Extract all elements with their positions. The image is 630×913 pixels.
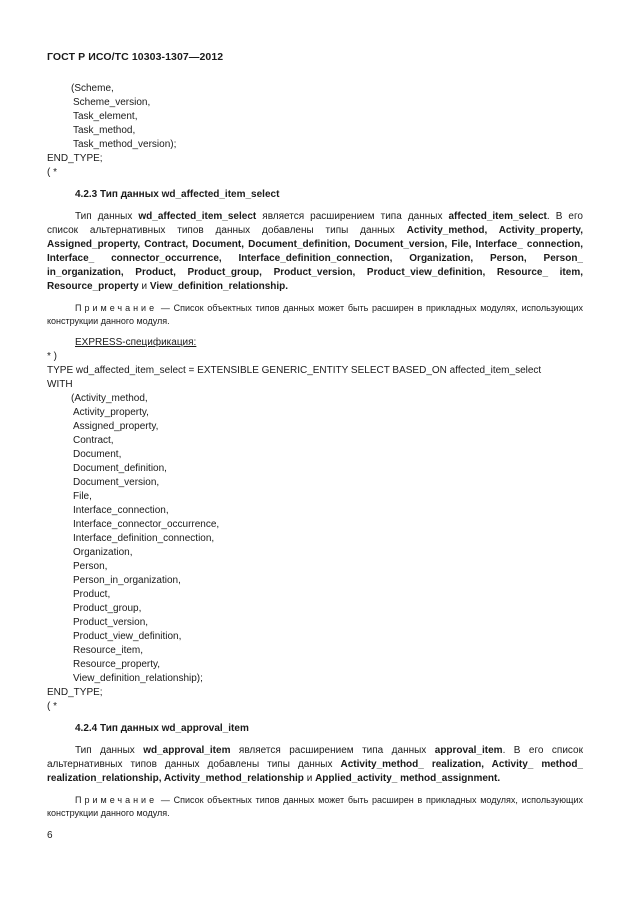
code-line: * ) <box>47 351 57 362</box>
code-line: Task_method_version); <box>73 139 177 150</box>
section-heading-4-2-4: 4.2.4 Тип данных wd_approval_item <box>75 723 249 734</box>
code-line: Resource_property, <box>73 659 161 670</box>
code-line: END_TYPE; <box>47 687 103 698</box>
code-line: Interface_definition_connection, <box>73 533 215 544</box>
type-list: Activity_method, Activity_property, Assigned_property, Contract, Document, Document_definition, Document_version, File, Interface_ connection, Interface_ connector_occurrence, Interface_definition_connection, Organization, Person, Person_ in_organization, Product, Product_group, Product_version, Product_view_definition, Resource_ item, Resource_property <box>47 225 583 292</box>
code-line: ( * <box>47 167 57 178</box>
section-heading-4-2-3: 4.2.3 Тип данных wd_affected_item_select <box>75 189 280 200</box>
code-line: File, <box>73 491 92 502</box>
express-spec-label: EXPRESS-спецификация: <box>75 337 197 348</box>
page-number: 6 <box>47 830 53 841</box>
code-block-423 <box>47 350 583 714</box>
code-line: Resource_item, <box>73 645 144 656</box>
code-line: Activity_property, <box>73 407 149 418</box>
code-line: Product_view_definition, <box>73 631 182 642</box>
type-list-last: Applied_activity_ method_assignment. <box>315 773 501 784</box>
code-line: Interface_connection, <box>73 505 169 516</box>
code-line: Product, <box>73 589 111 600</box>
type-name: wd_approval_item <box>143 745 231 756</box>
document-header: ГОСТ Р ИСО/ТС 10303-1307—2012 <box>47 51 224 63</box>
base-type-name: affected_item_select <box>448 211 547 222</box>
code-line: Person, <box>73 561 108 572</box>
code-line: View_definition_relationship); <box>73 673 203 684</box>
note-paragraph: Примечание — Список объектных типов данных может быть расширен в прикладных модулях, использующих конструкции данного модуля. <box>47 795 583 818</box>
code-line: END_TYPE; <box>47 153 103 164</box>
code-line: Document_definition, <box>73 463 167 474</box>
type-name: wd_affected_item_select <box>138 211 257 222</box>
code-line: Product_group, <box>73 603 142 614</box>
note-label: Примечание <box>75 303 158 313</box>
code-line: WITH <box>47 379 73 390</box>
code-line: ( * <box>47 701 57 712</box>
note-paragraph: Примечание — Список объектных типов данных может быть расширен в прикладных модулях, использующих конструкции данного модуля. <box>47 303 583 326</box>
code-line: Document_version, <box>73 477 160 488</box>
code-block-top <box>47 82 583 180</box>
type-list: Activity_method_ realization, Activity_ method_ realization_relationship, Activity_method_relationship <box>47 759 583 784</box>
code-line: Interface_connector_occurrence, <box>73 519 220 530</box>
section-paragraph: Тип данных wd_approval_item является расширением типа данных approval_item. В его список альтернативных типов данных добавлены типы данных Activity_method_ realization, Activity_ method_ realization_relationship, Activity_method_relationship и Applied_activity_ method_assignment. <box>47 745 583 784</box>
base-type-name: approval_item <box>434 745 503 756</box>
code-line: Task_element, <box>73 111 138 122</box>
type-list-last: View_definition_relationship. <box>149 281 289 292</box>
code-line: (Activity_method, <box>71 393 148 404</box>
note-label: Примечание <box>75 795 158 805</box>
code-line: TYPE wd_affected_item_select = EXTENSIBLE GENERIC_ENTITY SELECT BASED_ON affected_item_select <box>47 365 542 376</box>
page-content <box>47 82 583 828</box>
code-line: Task_method, <box>73 125 136 136</box>
section-paragraph: Тип данных wd_affected_item_select является расширением типа данных affected_item_select. В его список альтернативных типов данных добавлены типы данных Activity_method, Activity_property, Assigned_property, Contract, Document, Document_definition, Document_version, File, Interface_ connection, Interface_ connector_occurrence, Interface_definition_connection, Organization, Person, Person_ in_organization, Product, Product_group, Product_version, Product_view_definition, Resource_ item, Resource_property и View_definition_relationship. <box>47 211 583 292</box>
code-line: Assigned_property, <box>73 421 159 432</box>
code-line: Organization, <box>73 547 133 558</box>
code-line: Contract, <box>73 435 114 446</box>
code-line: Scheme_version, <box>73 97 151 108</box>
code-line: Person_in_organization, <box>73 575 181 586</box>
code-line: Document, <box>73 449 122 460</box>
code-line: (Scheme, <box>71 83 114 94</box>
code-line: Product_version, <box>73 617 149 628</box>
